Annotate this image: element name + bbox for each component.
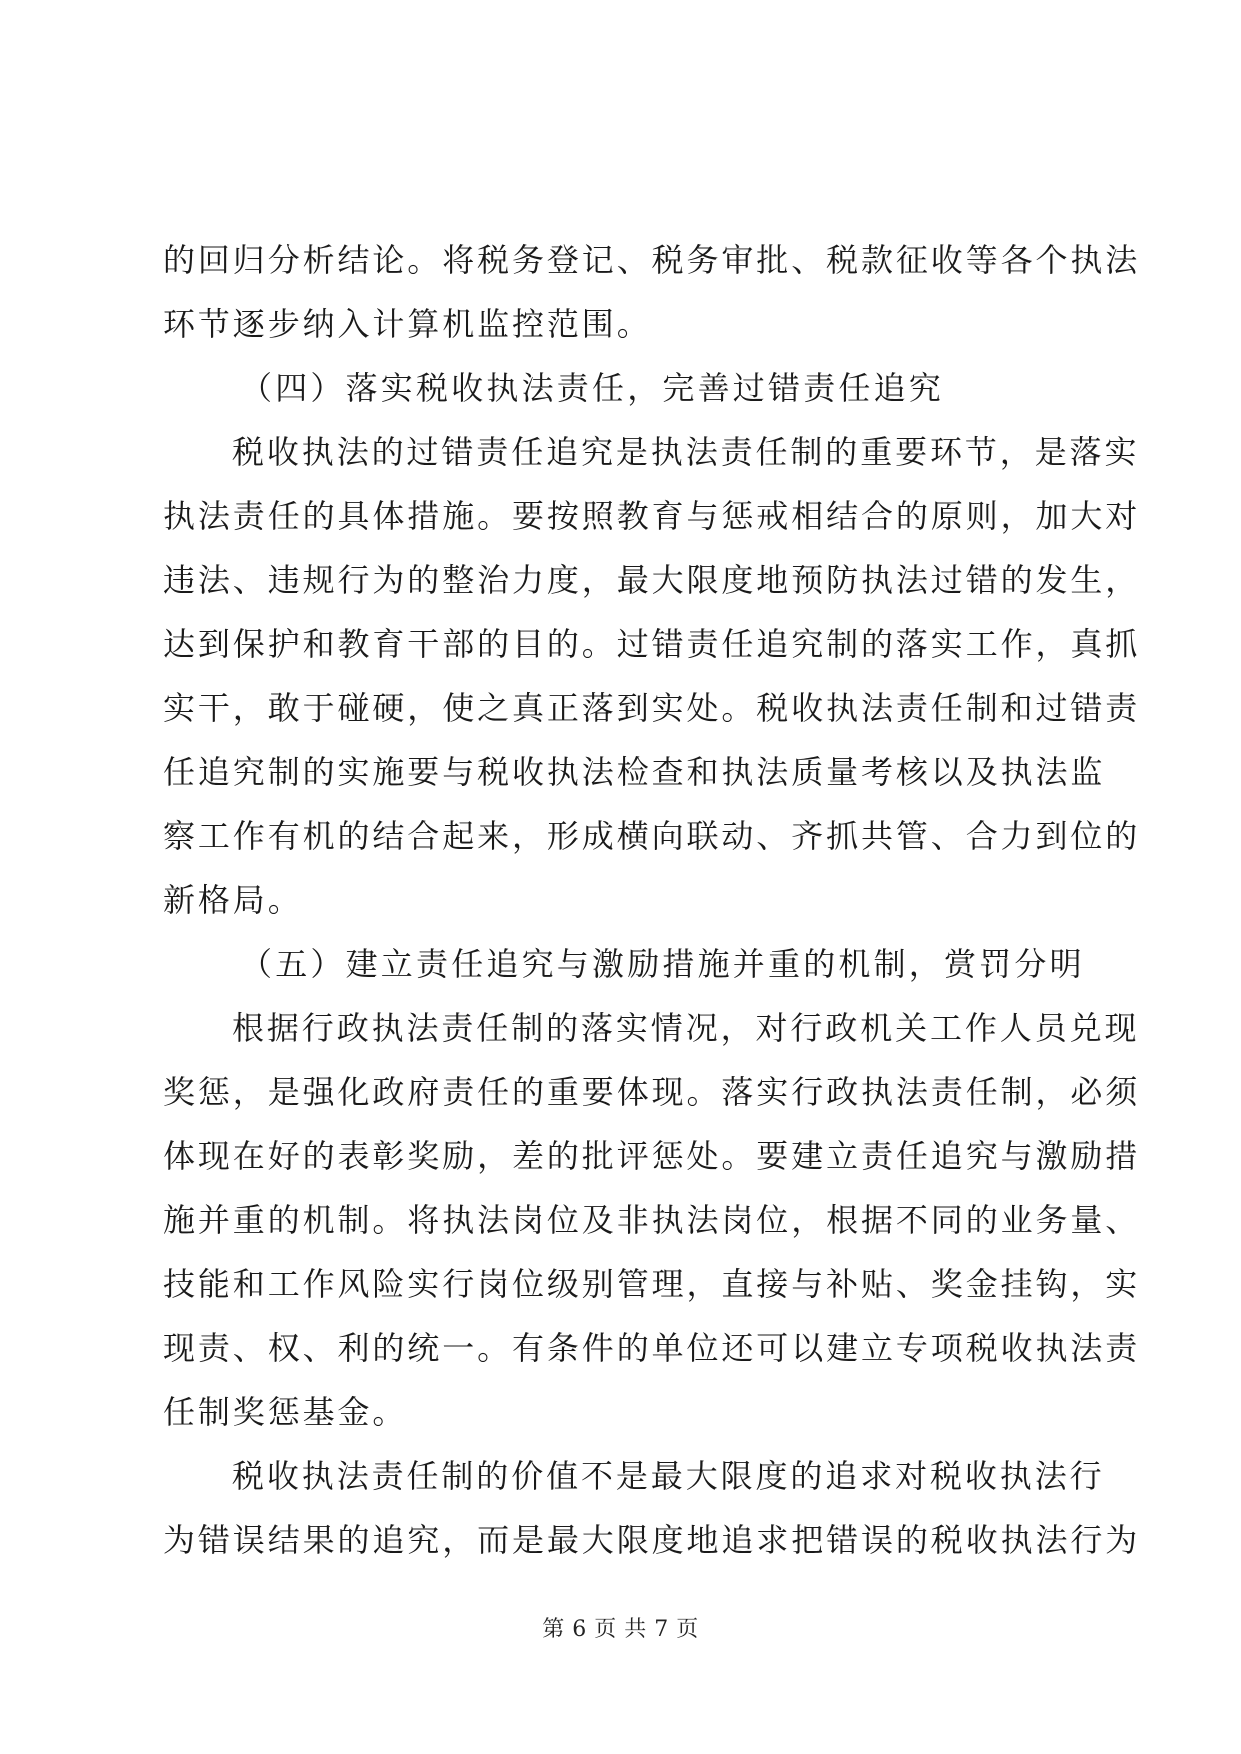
body-text-line: 根据行政执法责任制的落实情况，对行政机关工作人员兑现 [232, 1009, 1140, 1047]
body-text-line: 现责、权、利的统一。有条件的单位还可以建立专项税收执法责 [163, 1329, 1141, 1367]
body-text-line: 环节逐步纳入计算机监控范围。 [163, 305, 652, 343]
body-text-line: 奖惩，是强化政府责任的重要体现。落实行政执法责任制，必须 [163, 1073, 1141, 1111]
section-heading-5: （五）建立责任追究与激励措施并重的机制，赏罚分明 [240, 945, 1085, 983]
body-text-line: 违法、违规行为的整治力度，最大限度地预防执法过错的发生， [163, 561, 1141, 599]
body-text-line: 为错误结果的追究，而是最大限度地追求把错误的税收执法行为 [163, 1521, 1141, 1559]
section-heading-4: （四）落实税收执法责任，完善过错责任追究 [240, 369, 945, 407]
body-text-line: 新格局。 [163, 881, 303, 919]
body-text-line: 技能和工作风险实行岗位级别管理，直接与补贴、奖金挂钩，实 [163, 1265, 1141, 1303]
body-text-line: 税收执法责任制的价值不是最大限度的追求对税收执法行 [232, 1457, 1105, 1495]
body-text-line: 施并重的机制。将执法岗位及非执法岗位，根据不同的业务量、 [163, 1201, 1141, 1239]
body-text-line: 察工作有机的结合起来，形成横向联动、齐抓共管、合力到位的 [163, 817, 1141, 855]
body-text-line: 的回归分析结论。将税务登记、税务审批、税款征收等各个执法 [163, 241, 1141, 279]
body-text-line: 执法责任的具体措施。要按照教育与惩戒相结合的原则，加大对 [163, 497, 1141, 535]
body-text-line: 任追究制的实施要与税收执法检查和执法质量考核以及执法监 [163, 753, 1106, 791]
body-text-line: 任制奖惩基金。 [163, 1393, 408, 1431]
body-text-line: 达到保护和教育干部的目的。过错责任追究制的落实工作，真抓 [163, 625, 1141, 663]
body-text-line: 实干，敢于碰硬，使之真正落到实处。税收执法责任制和过错责 [163, 689, 1141, 727]
body-text-line: 税收执法的过错责任追究是执法责任制的重要环节，是落实 [232, 433, 1140, 471]
body-text-line: 体现在好的表彰奖励，差的批评惩处。要建立责任追究与激励措 [163, 1137, 1141, 1175]
page-number-footer: 第 6 页 共 7 页 [542, 1617, 699, 1642]
